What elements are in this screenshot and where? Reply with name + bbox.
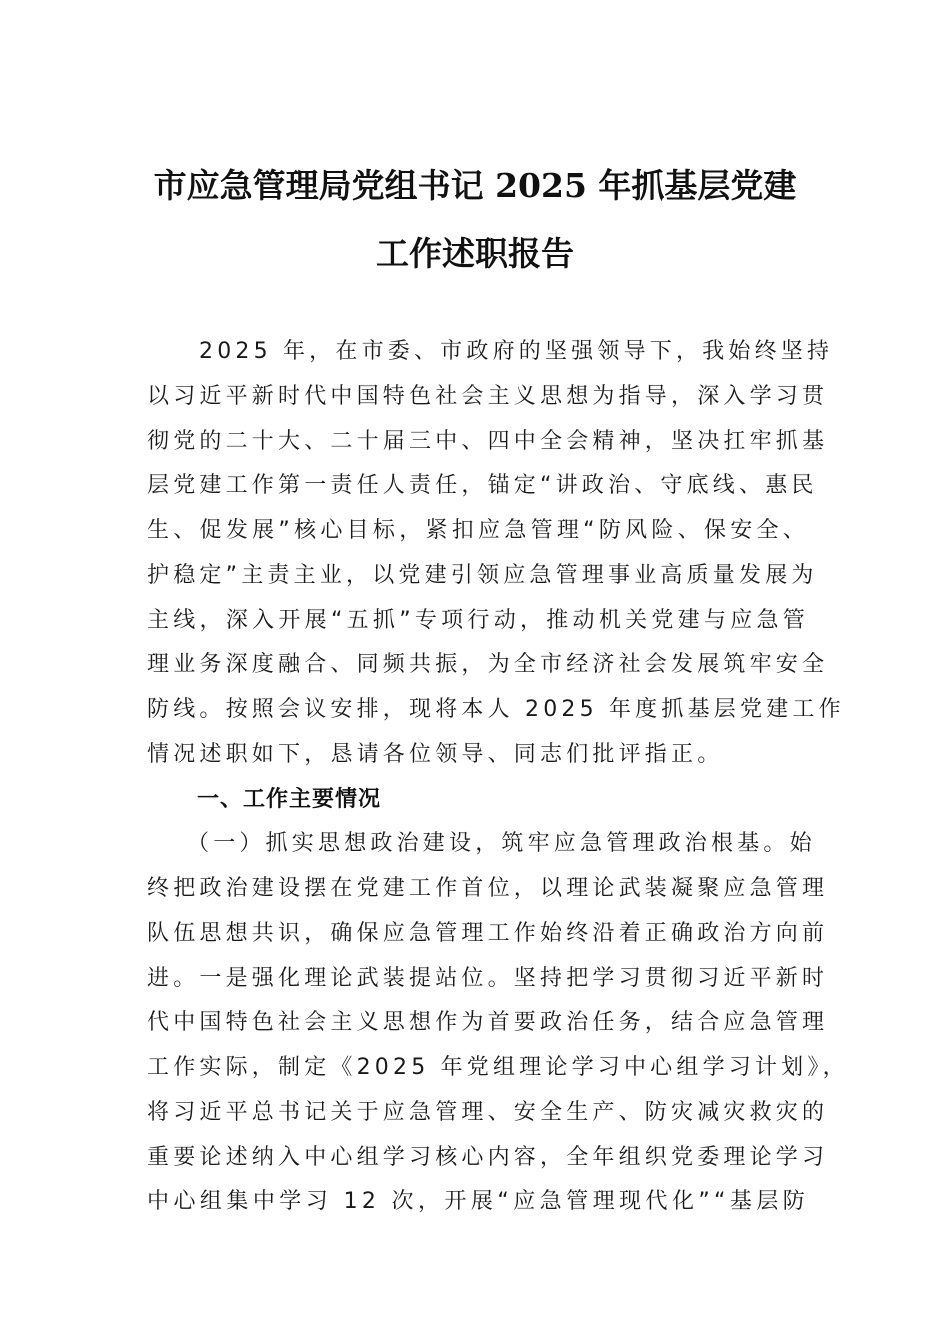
intro-paragraph-line: 护稳定”主责主业，以党建引领应急管理事业高质量发展为 [147, 562, 818, 588]
intro-paragraph-line: 防线。按照会议安排，现将本人 2025 年度抓基层党建工作 [147, 697, 845, 722]
intro-paragraph-line: 情况述职如下，恳请各位领导、同志们批评指正。 [147, 741, 724, 767]
intro-paragraph-line: 理业务深度融合、同频共振，为全市经济社会发展筑牢安全 [147, 652, 829, 678]
document-body [147, 330, 849, 1225]
subsection-paragraph-line: 队伍思想共识，确保应急管理工作始终沿着正确政治方向前 [147, 920, 829, 946]
intro-paragraph-line: 层党建工作第一责任人责任，锚定“讲政治、守底线、惠民 [147, 473, 818, 499]
subsection-paragraph-line: 工作实际，制定《2025 年党组理论学习中心组学习计划》， [147, 1055, 849, 1080]
subsection-paragraph-line: （一）抓实思想政治建设，筑牢应急管理政治根基。始 [187, 831, 816, 857]
subsection-paragraph-line: 重要论述纳入中心组学习核心内容，全年组织党委理论学习 [147, 1144, 829, 1170]
intro-paragraph-line: 彻党的二十大、二十届三中、四中全会精神，坚决扛牢抓基 [147, 428, 829, 454]
subsection-paragraph-line: 代中国特色社会主义思想作为首要政治任务，结合应急管理 [147, 1010, 829, 1036]
subsection-paragraph-line: 终把政治建设摆在党建工作首位，以理论武装凝聚应急管理 [147, 876, 829, 901]
section-heading: 一、工作主要情况 [197, 786, 382, 812]
document-title-line-2: 工作述职报告 [376, 234, 574, 273]
subsection-paragraph-line: 进。一是强化理论武装提站位。坚持把学习贯彻习近平新时 [147, 965, 829, 991]
subsection-paragraph-line: 中心组集中学习 12 次，开展“应急管理现代化”“基层防 [147, 1189, 809, 1215]
document-title-line-1: 市应急管理局党组书记 2025 年抓基层党建 [153, 166, 797, 205]
subsection-paragraph-line: 将习近平总书记关于应急管理、安全生产、防灾减灾救灾的 [147, 1099, 829, 1125]
intro-paragraph-line: 生、促发展”核心目标，紧扣应急管理“防风险、保安全、 [147, 518, 809, 543]
intro-paragraph-line: 以习近平新时代中国特色社会主义思想为指导，深入学习贯 [147, 383, 829, 409]
intro-paragraph-line: 2025 年，在市委、市政府的坚强领导下，我始终坚持 [199, 339, 834, 364]
intro-paragraph-line: 主线，深入开展“五抓”专项行动，推动机关党建与应急管 [147, 607, 809, 633]
